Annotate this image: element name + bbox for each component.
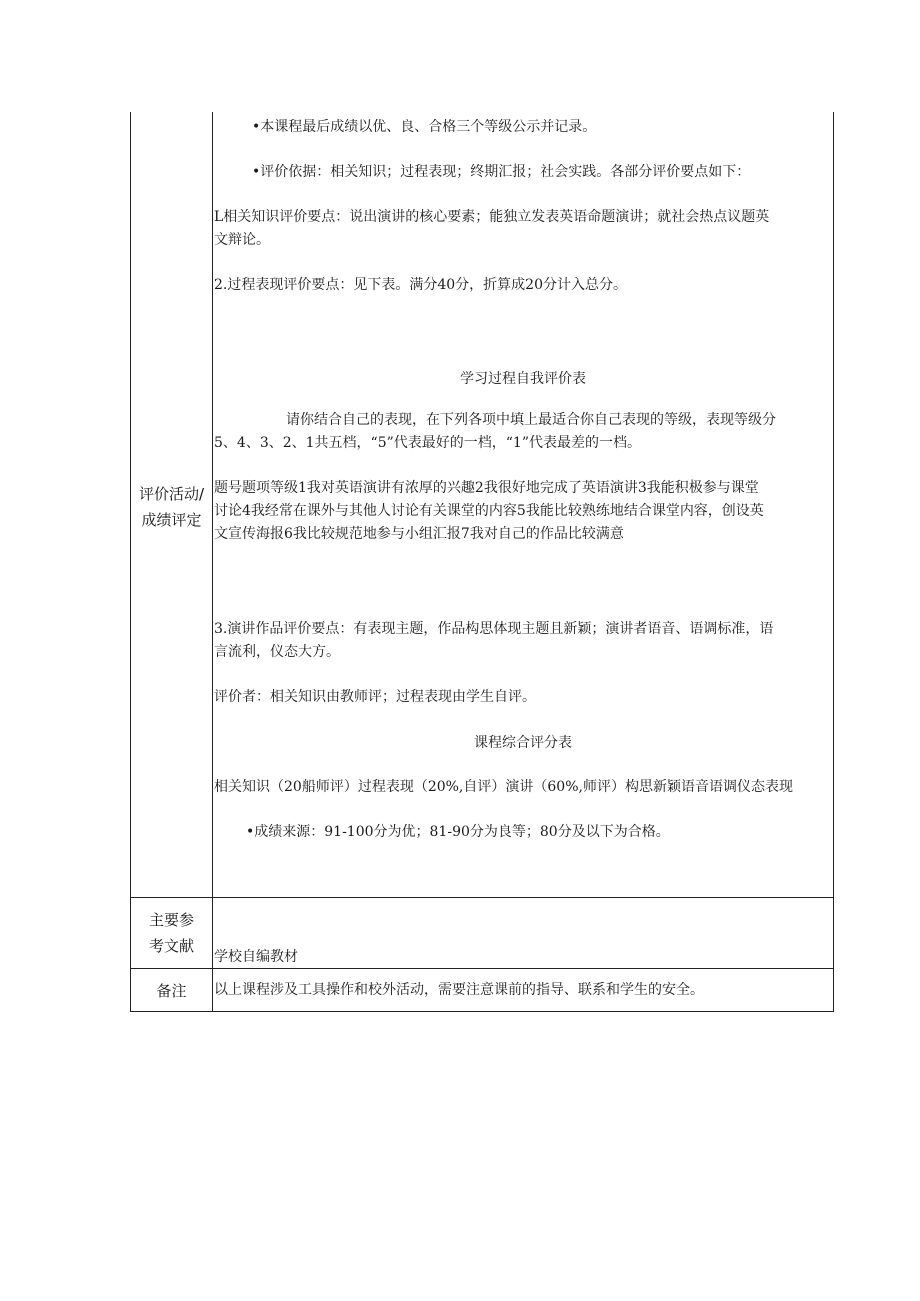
- item-knowledge: [214, 206, 769, 252]
- item-knowledge-line1: L相关知识评价要点：说出演讲的核心要素；能独立发表英语命题演讲；就社会热点议题英: [214, 209, 770, 225]
- overall-title: 课程综合评分表: [474, 735, 572, 751]
- table-text-line3: 文宣传海报6我比较规范地参与小组汇报7我对自己的作品比较满意: [214, 526, 624, 542]
- notes-label: 备注: [156, 982, 187, 1000]
- self-eval-table-text: [214, 477, 764, 546]
- item-speech-line1: 3.演讲作品评价要点：有表现主题，作品构思体现主题且新颖；演讲者语音、语调标准，语: [214, 621, 774, 637]
- references-label: [131, 907, 212, 959]
- column-divider: [212, 112, 213, 1012]
- self-eval-instruction: [214, 409, 776, 455]
- evaluation-label-line2: 成绩评定: [141, 511, 202, 529]
- bullet-basis: •评价依据：相关知识；过程表现；终期汇报；社会实践。各部分评价要点如下：: [252, 164, 751, 180]
- self-eval-title: 学习过程自我评价表: [460, 371, 586, 387]
- instruction-line2: 5、4、3、2、1共五档，“5”代表最好的一档，“1”代表最差的一档。: [214, 435, 641, 451]
- table-right-border: [833, 112, 834, 1012]
- table-bottom-border: [130, 1011, 834, 1012]
- table-text-line2: 讨论4我经常在课外与其他人讨论有关课堂的内容5我能比较熟练地结合课堂内容，创设英: [214, 503, 764, 519]
- item-process: 2.过程表现评价要点：见下表。满分40分，折算成20分计入总分。: [214, 277, 627, 293]
- table-left-border: [130, 112, 131, 1012]
- bullet-grades: •本课程最后成绩以优、良、合格三个等级公示并记录。: [252, 119, 597, 135]
- bullet-source: •成绩来源：91-100分为优；81-90分为良等；80分及以下为合格。: [246, 824, 670, 840]
- table-text-line1: 题号题项等级1我对英语演讲有浓厚的兴趣2我很好地完成了英语演讲3我能积极参与课堂: [214, 480, 759, 496]
- references-label-line1: 主要参: [148, 911, 194, 929]
- evaluation-label: [131, 481, 212, 533]
- references-label-line2: 考文献: [148, 937, 194, 955]
- references-value: 学校自编教材: [214, 949, 298, 965]
- evaluators-text: 评价者：相关知识由教师评；过程表现由学生自评。: [214, 689, 536, 705]
- notes-value: 以上课程涉及工具操作和校外活动，需要注意课前的指导、联系和学生的安全。: [214, 982, 704, 998]
- instruction-line1: 请你结合自己的表现，在下列各项中填上最适合你自己表现的等级，表现等级分: [286, 412, 776, 428]
- row-divider-references: [130, 897, 834, 898]
- item-knowledge-line2: 文辩论。: [214, 232, 270, 248]
- overall-row: 相关知识（20船师评）过程表现（20%,自评）演讲（60%,师评）构思新颖语音语调仪态表现: [214, 779, 793, 795]
- evaluation-label-line1: 评价活动/: [138, 485, 205, 503]
- item-speech-line2: 言流利，仪态大方。: [214, 644, 340, 660]
- item-speech: [214, 618, 773, 664]
